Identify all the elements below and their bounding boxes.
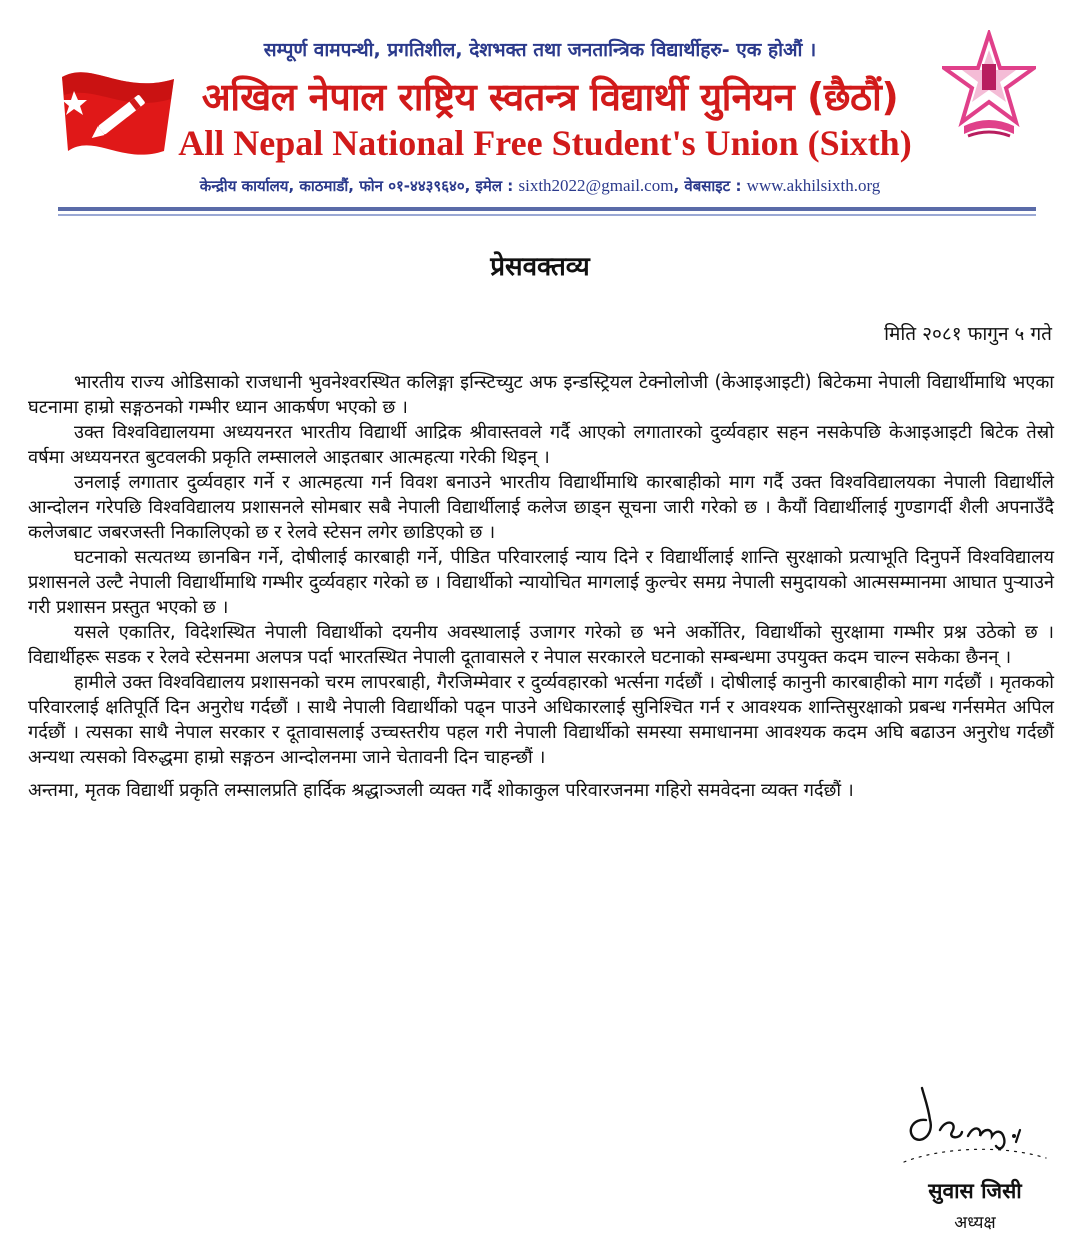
org-name-nepali: अखिल नेपाल राष्ट्रिय स्वतन्त्र विद्यार्थी युनियन (छैठौं) <box>201 75 899 119</box>
signatory-role: अध्यक्ष <box>954 1213 996 1233</box>
contact-prefix: केन्द्रीय कार्यालय, काठमाडौं, फोन ०१-४४३९६४०, इमेल : <box>199 177 519 195</box>
website-link[interactable]: www.akhilsixth.org <box>746 176 881 195</box>
document-date: मिति २०८१ फागुन ५ गते <box>884 323 1052 345</box>
paragraph: हामीले उक्त विश्वविद्यालय प्रशासनको चरम लापरबाही, गैरजिम्मेवार र दुर्व्यवहारको भर्त्सना गर्दछौं । दोषीलाई कानुनी कारबाहीको माग गर्दछौं । मृतकको परिवारलाई क्षतिपूर्ति दिन अनुरोध गर्दछौं । साथै नेपाली विद्यार्थीको पढ्न पाउने अधिकारलाई सुनिश्चित गर्न र आवश्यक शान्तिसुरक्षाको प्रबन्ध गर्नसमेत अपिल गर्दछौं । त्यसका साथै नेपाल सरकार र दूतावासलाई उच्चस्तरीय पहल गरी नेपाली विद्यार्थीको समस्या समाधानमा आवश्यक कदम अघि बढाउन अनुरोध गर्दछौं अन्यथा त्यसको विरुद्धमा हाम्रो सङ्गठन आन्दोलनमा जाने चेतावनी दिन चाहन्छौं । <box>28 672 1054 768</box>
star-emblem-icon <box>942 30 1036 150</box>
paragraph: उक्त विश्वविद्यालयमा अध्ययनरत भारतीय विद्यार्थी आद्रिक श्रीवास्तवले गर्दै आएको लगातारको दुर्व्यवहार सहन नसकेपछि केआइआइटी बिटेक तेस्रो वर्षमा अध्ययनरत बुटवलकी प्रकृति लम्सालले आइतबार आत्महत्या गरेकी थिइन् । <box>28 422 1054 468</box>
paragraph: घटनाको सत्यतथ्य छानबिन गर्ने, दोषीलाई कारबाही गर्ने, पीडित परिवारलाई न्याय दिने र विद्यार्थीलाई शान्ति सुरक्षाको प्रत्याभूति दिनुपर्ने विश्वविद्यालय प्रशासनले उल्टै नेपाली विद्यार्थीमाथि गम्भीर दुर्व्यवहार गरेको छ । विद्यार्थीको न्यायोचित मागलाई कुल्चेर समग्र नेपाली समुदायको आत्मसम्मानमा आघात पुर्‍याउने गरी प्रशासन प्रस्तुत भएको छ । <box>28 547 1055 618</box>
website-label: , वेबसाइट : <box>673 177 747 195</box>
signature-icon <box>900 1078 1050 1173</box>
letterhead <box>0 0 1080 220</box>
header-rule-thin <box>58 214 1036 216</box>
signatory-name: सुवास जिसी <box>928 1179 1022 1203</box>
document-heading: प्रेसवक्तव्य <box>490 252 590 282</box>
paragraph: यसले एकातिर, विदेशस्थित नेपाली विद्यार्थीको दयनीय अवस्थालाई उजागर गरेको छ भने अर्कोतिर, विद्यार्थीको सुरक्षामा गम्भीर प्रश्न उठेको छ । विद्यार्थीहरू सडक र रेलवे स्टेसनमा अलपत्र पर्दा भारतस्थित नेपाली दूतावासले र नेपाल सरकारले घटनाको सम्बन्धमा उपयुक्त कदम चाल्न सकेका छैनन् । <box>28 622 1054 668</box>
paragraph: भारतीय राज्य ओडिसाको राजधानी भुवनेश्वरस्थित कलिङ्गा इन्स्टिच्युट अफ इन्डस्ट्रियल टेक्नोलोजी (केआइआइटी) बिटेकमा नेपाली विद्यार्थीमाथि भएका घटनामा हाम्रो सङ्गठनको गम्भीर ध्यान आकर्षण भएको छ । <box>28 372 1054 418</box>
slogan: सम्पूर्ण वामपन्थी, प्रगतिशील, देशभक्त तथा जनतान्त्रिक विद्यार्थीहरु- एक होऔं । <box>263 39 817 61</box>
contact-line <box>140 176 940 196</box>
header-rule <box>58 207 1036 211</box>
paragraph: उनलाई लगातार दुर्व्यवहार गर्ने र आत्महत्या गर्न विवश बनाउने भारतीय विद्यार्थीमाथि कारबाहीको माग गर्दै उक्त विश्वविद्यालयका नेपाली विद्यार्थीले आन्दोलन गरेपछि विश्वविद्यालय प्रशासनले सोमबार सबै नेपाली विद्यार्थीलाई कलेज छाड्न सूचना जारी गरेको छ । कैयौं विद्यार्थीलाई गुण्डागर्दी शैली अपनाउँदै कलेजबाट जबरजस्ती निकालिएको छ र रेलवे स्टेसन लगेर छाडिएको छ । <box>28 472 1054 543</box>
email-address[interactable]: sixth2022@gmail.com <box>518 176 674 195</box>
closing-paragraph: अन्तमा, मृतक विद्यार्थी प्रकृति लम्सालप्रति हार्दिक श्रद्धाञ्जली व्यक्त गर्दै शोकाकुल परिवारजनमा गहिरो समवेदना व्यक्त गर्दछौं । <box>28 780 854 801</box>
document-body <box>28 370 1054 803</box>
org-name-english: All Nepal National Free Student's Union (Sixth) <box>178 123 912 163</box>
